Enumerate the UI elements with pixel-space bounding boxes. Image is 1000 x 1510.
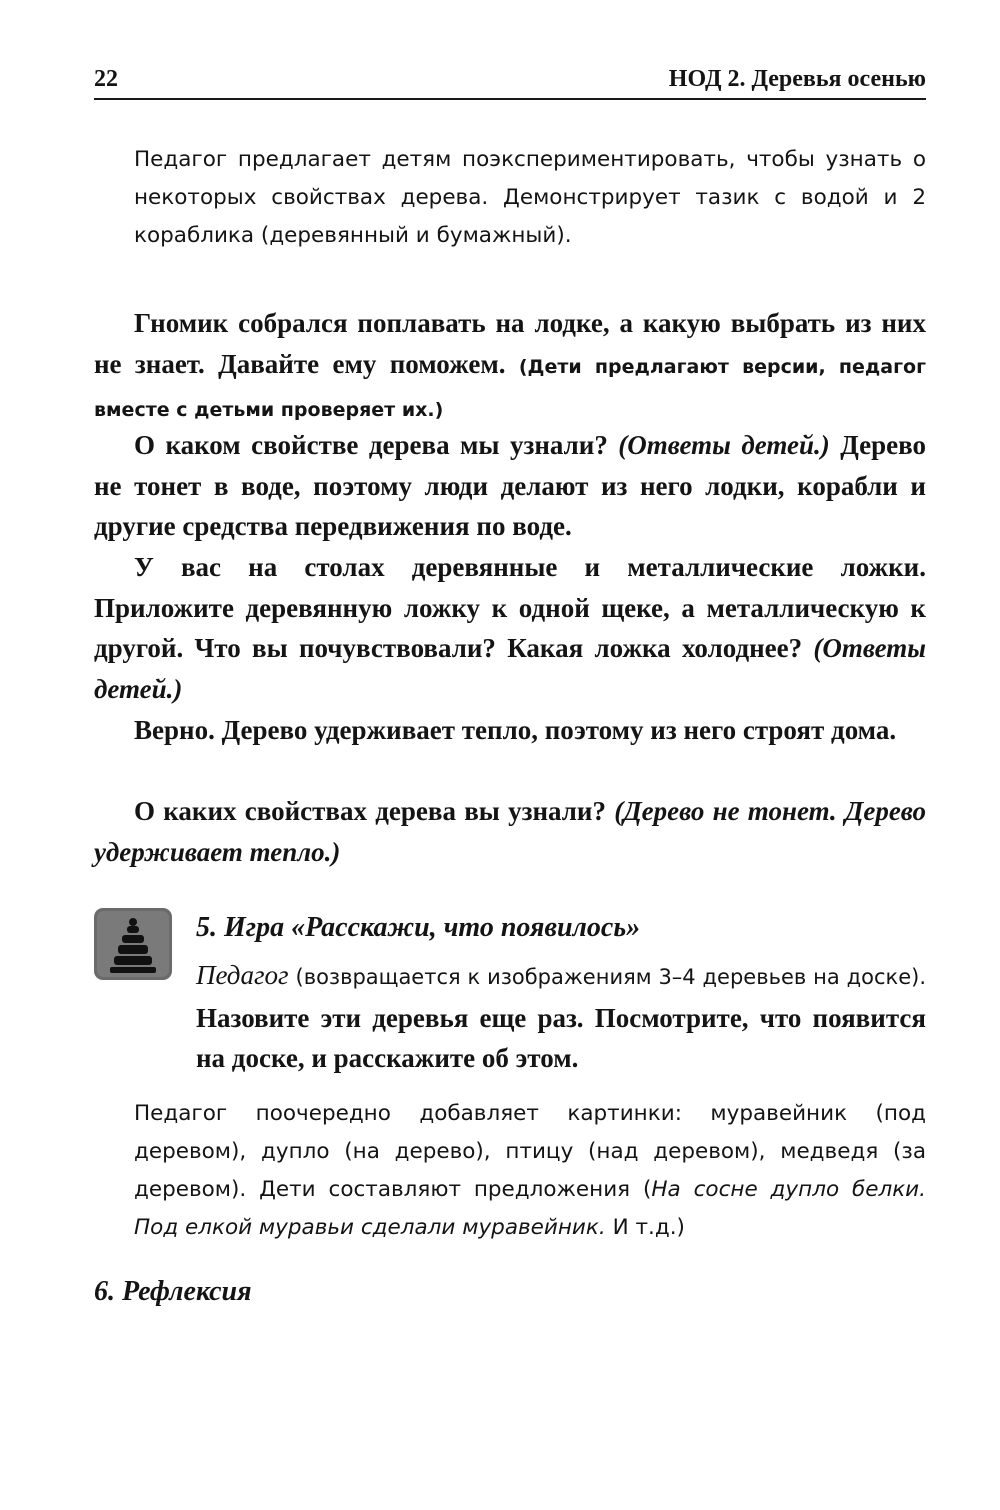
paragraph-gnome (94, 303, 926, 431)
game-intro-line (196, 955, 926, 1079)
paragraph-warmth: Верно. Дерево удерживает тепло, поэтому из него строят дома. (134, 715, 897, 745)
gnome-text: Гномик собрался поплавать на лодке, а какую выбрать из них не знает. Давайте ему поможем. (94, 308, 926, 379)
intro-instruction: Педагог предлагает детям поэкспериментировать, чтобы узнать о некоторых свойствах дерева. Демонстрирует тазик с водой и 2 кораблика (деревянный и бумажный). (134, 147, 926, 248)
float-question: О каком свойстве дерева мы узнали? (134, 430, 608, 460)
paragraph-float (94, 425, 926, 547)
game-speaker: Педагог (196, 960, 289, 990)
reflection-title: 6. Рефлексия (94, 1276, 252, 1307)
game-note-examples: На сосне дупло белки. Под елкой муравьи сделали муравейник. (134, 1177, 926, 1240)
game-note-text: Педагог поочередно добавляет картинки: муравейник (под деревом), дупло (на дерево), птицу (над деревом), медведя (за деревом). Дети составляют предложения ( (134, 1101, 926, 1202)
properties-answers: (Дерево не тонет. Дерево удерживает тепло.) (94, 796, 927, 867)
paragraph-spoons (94, 547, 926, 709)
game-text: Назовите эти деревья еще раз. Посмотрите, что появится на доске, и расскажите об этом. (196, 1002, 926, 1073)
page-header (94, 62, 926, 100)
gnome-note: (Дети предлагают версии, педагог вместе с детьми проверяет их.) (94, 355, 927, 421)
game-instruction (134, 1095, 926, 1247)
pyramid-toy-icon (94, 908, 172, 980)
page-number: 22 (94, 66, 118, 92)
paragraph-properties (94, 791, 926, 872)
running-title: НОД 2. Деревья осенью (668, 66, 926, 92)
game-title: 5. Игра «Расскажи, что появилось» (196, 912, 641, 943)
float-text: Дерево не тонет в воде, поэтому люди делают из него лодки, корабли и другие средства передвижения по воде. (94, 430, 927, 541)
float-answers: (Ответы детей.) (618, 430, 830, 460)
properties-question: О каких свойствах дерева вы узнали? (134, 796, 606, 826)
game-note-end: И т.д.) (605, 1215, 685, 1240)
game-stage-note: (возвращается к изображениям 3–4 деревьев на доске). (295, 965, 927, 989)
spoons-text: У вас на столах деревянные и металлические ложки. Приложите деревянную ложку к одной щеке, а металлическую к другой. Что вы почувствовали? Какая ложка холоднее? (94, 552, 926, 663)
spoons-answers: (Ответы детей.) (94, 633, 926, 704)
